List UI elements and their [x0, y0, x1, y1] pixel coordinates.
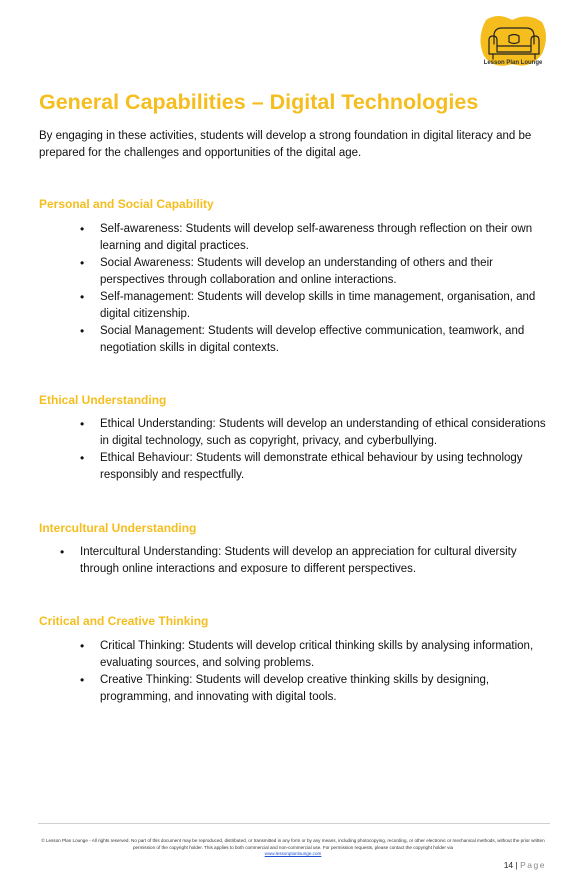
list-item [80, 255, 552, 289]
bullet-list-critical-creative [80, 638, 540, 706]
list-item-text: Self-awareness: Students will develop self-awareness through reflection on their own learning and digital practices. [100, 223, 533, 252]
list-item [60, 544, 540, 578]
list-item [80, 289, 552, 323]
list-item [80, 638, 540, 672]
page-title: General Capabilities – Digital Technologies [39, 90, 479, 114]
list-item [80, 221, 552, 255]
list-item [80, 672, 540, 706]
section-heading-ethical: Ethical Understanding [39, 393, 167, 407]
section-heading-personal-social: Personal and Social Capability [39, 197, 214, 211]
website-link[interactable]: www.lessonplanlounge.com [264, 851, 322, 856]
list-item-text: Social Management: Students will develop effective communication, teamwork, and negotiation skills in digital contexts. [100, 325, 525, 354]
footer-copyright [40, 838, 546, 858]
list-item-text: Ethical Understanding: Students will develop an understanding of ethical considerations in digital technology, such as copyright, privacy, and cyberbullying. [100, 418, 546, 447]
list-item-text: Social Awareness: Students will develop an understanding of others and their perspectives through collaboration and online interactions. [100, 257, 493, 286]
intro-paragraph: By engaging in these activities, students will develop a strong foundation in digital literacy and be prepared for the challenges and opportunities of the digital age. [39, 130, 532, 159]
page-number [504, 860, 546, 870]
footer-divider [38, 823, 550, 824]
list-item [80, 323, 552, 357]
list-item-text: Self-management: Students will develop skills in time management, organisation, and digital citizenship. [100, 291, 536, 320]
copyright-text: © Lesson Plan Lounge - All rights reserved. No part of this document may be reproduced, distributed, or transmitted in any form or by any means, including photocopying, recording, or other electronic or mechanical methods, without the prior written permission of the copyright holder. This applies to both commercial and non-commercial use. For permission requests, please contact the copyright holder via [41, 838, 545, 850]
page-label: Page [520, 860, 546, 870]
section-heading-critical-creative: Critical and Creative Thinking [39, 614, 209, 628]
list-item [80, 416, 552, 450]
bullet-list-intercultural [60, 544, 540, 578]
list-item-text: Creative Thinking: Students will develop creative thinking skills by designing, programming, and innovating with digital tools. [100, 674, 490, 703]
bullet-list-personal-social [80, 221, 552, 357]
list-item [80, 450, 552, 484]
page-number-value: 14 [503, 860, 514, 870]
page-number-separator: | [515, 860, 518, 870]
logo-text: Lesson Plan Lounge [483, 60, 543, 66]
bullet-list-ethical [80, 416, 552, 484]
list-item-text: Intercultural Understanding: Students will develop an appreciation for cultural diversity through online interactions and exposure to different perspectives. [80, 546, 517, 575]
list-item-text: Critical Thinking: Students will develop critical thinking skills by analysing information, evaluating sources, and solving problems. [100, 640, 534, 669]
section-heading-intercultural: Intercultural Understanding [39, 521, 197, 535]
list-item-text: Ethical Behaviour: Students will demonstrate ethical behaviour by using technology responsibly and respectfully. [100, 452, 523, 481]
